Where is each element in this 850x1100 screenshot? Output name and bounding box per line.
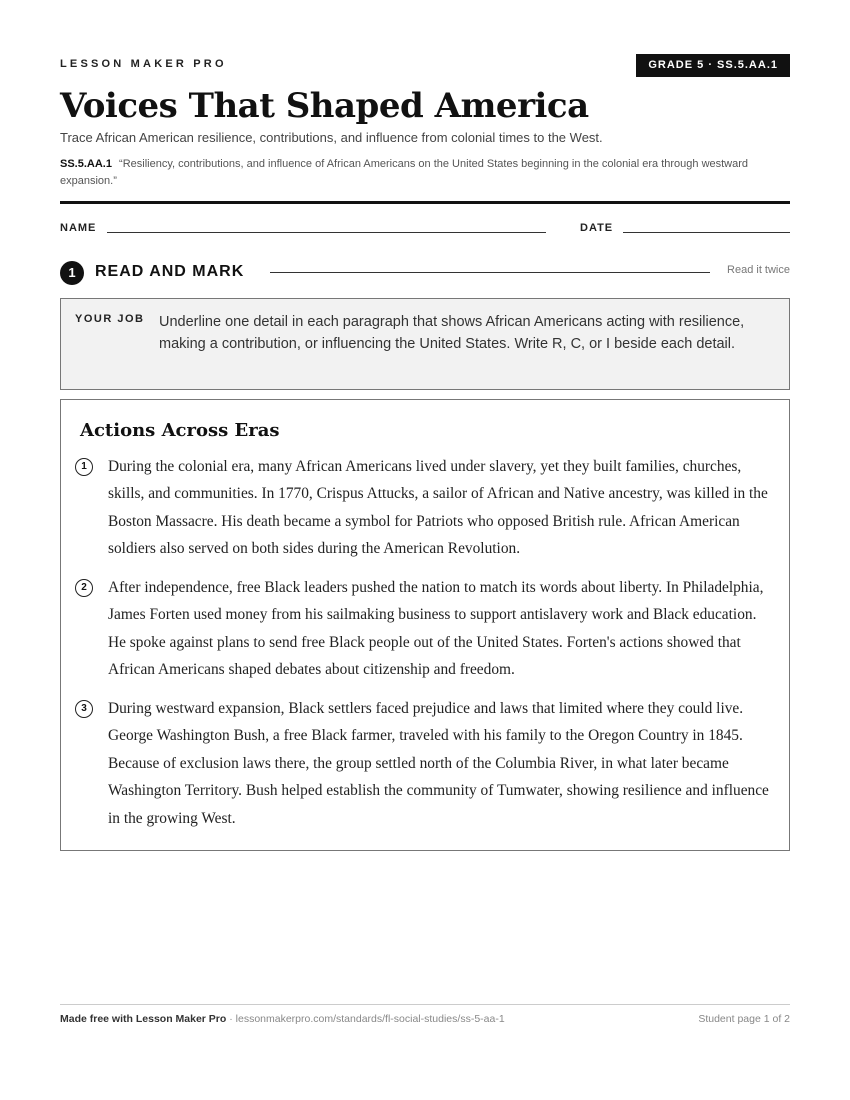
your-job-label: YOUR JOB <box>75 313 145 325</box>
footer-credit <box>60 1012 505 1026</box>
paragraph-number-badge: 3 <box>75 700 93 718</box>
section-divider <box>270 272 710 273</box>
paragraph-text: During westward expansion, Black settlers faced prejudice and laws that limited where they could live. George Washington Bush, a free Black farmer, traveled with his family to the Oregon Country in 1845. Because of exclusion laws there, the group settled north of the Columbia River, in what later became Washington Territory. Bush helped establish the community of Tumwater, showing resilience and influence in the growing West. <box>108 700 769 827</box>
grade-standard-badge: GRADE 5 · SS.5.AA.1 <box>636 54 790 77</box>
date-field-line[interactable] <box>623 232 790 233</box>
footer-url[interactable]: · lessonmakerpro.com/standards/fl-social-studies/ss-5-aa-1 <box>226 1013 505 1025</box>
page-title: Voices That Shaped America <box>60 86 589 126</box>
page-subtitle: Trace African American resilience, contributions, and influence from colonial times to the West. <box>60 130 603 145</box>
name-label: NAME <box>60 222 97 234</box>
footer-page-number: Student page 1 of 2 <box>698 1013 790 1025</box>
section-title: READ AND MARK <box>95 263 245 280</box>
header-divider <box>60 201 790 204</box>
standard-text: “Resiliency, contributions, and influence of African Americans on the United States beginning in the colonial era through westward expansion.” <box>60 158 749 187</box>
footer-made-by: Made free with Lesson Maker Pro <box>60 1013 227 1025</box>
reading-title: Actions Across Eras <box>80 420 280 441</box>
footer-divider <box>60 1004 790 1005</box>
worksheet-page <box>60 0 790 1100</box>
paragraph-number-badge: 1 <box>75 458 93 476</box>
paragraph-text: After independence, free Black leaders pushed the nation to match its words about liberty. In Philadelphia, James Forten used money from his sailmaking business to support antislavery work and Black education. He spoke against plans to send free Black people out of the United States. Forten's actions showed that African Americans shaped debates about citizenship and freedom. <box>108 579 764 679</box>
reading-passage-box <box>60 399 790 851</box>
paragraph-number-badge: 2 <box>75 579 93 597</box>
date-label: DATE <box>580 222 614 234</box>
paragraph-text: During the colonial era, many African Americans lived under slavery, yet they built families, churches, skills, and communities. In 1770, Crispus Attucks, a sailor of African and Native ancestry, was killed in the Boston Massacre. His death became a symbol for Patriots who opposed British rule. African American soldiers also served on both sides during the American Revolution. <box>108 458 768 558</box>
brand-name: LESSON MAKER PRO <box>60 58 227 70</box>
standard-description <box>60 156 790 190</box>
your-job-box <box>60 298 790 390</box>
section-note: Read it twice <box>727 264 790 276</box>
your-job-instructions: Underline one detail in each paragraph that shows African Americans acting with resilience, making a contribution, or influencing the United States. Write R, C, or I beside each detail. <box>159 314 745 352</box>
section-number-badge: 1 <box>60 261 84 285</box>
name-field-line[interactable] <box>107 232 546 233</box>
standard-code: SS.5.AA.1 <box>60 158 112 170</box>
